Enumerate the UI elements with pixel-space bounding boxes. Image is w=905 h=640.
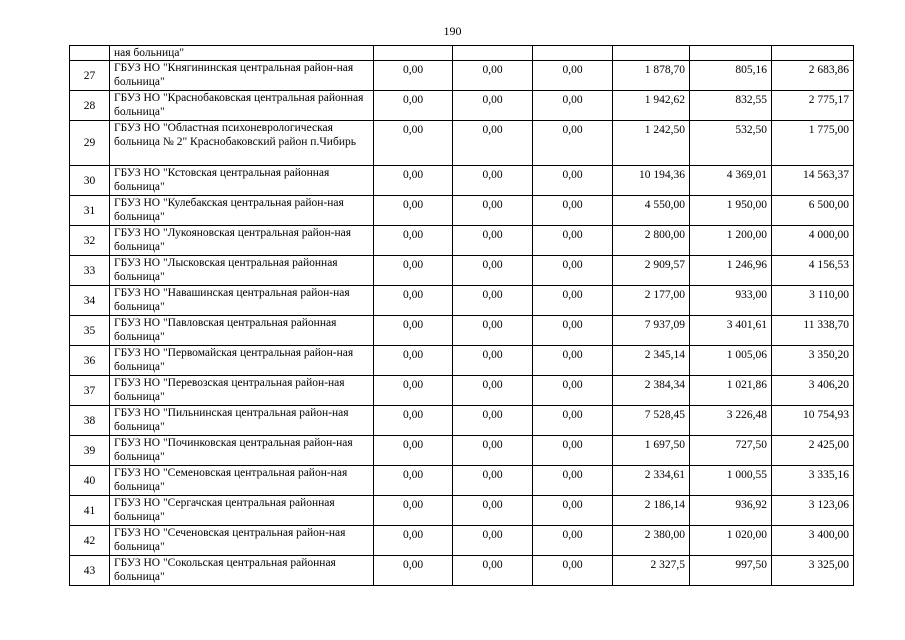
value-cell-2: 0,00 (453, 166, 533, 196)
value-cell-2: 0,00 (453, 466, 533, 496)
value-cell-1: 0,00 (374, 496, 453, 526)
value-cell-5: 936,92 (690, 496, 772, 526)
institution-name: ГБУЗ НО "Починковская центральная район-ная больница" (110, 436, 374, 466)
table-row (70, 61, 854, 91)
row-number: 37 (70, 376, 110, 406)
value-cell-3: 0,00 (533, 121, 613, 166)
value-cell-1: 0,00 (374, 316, 453, 346)
value-cell-2: 0,00 (453, 376, 533, 406)
value-cell-3: 0,00 (533, 286, 613, 316)
row-number: 30 (70, 166, 110, 196)
value-cell-4: 2 186,14 (613, 496, 690, 526)
row-number: 40 (70, 466, 110, 496)
value-cell-2: 0,00 (453, 256, 533, 286)
value-cell-1: 0,00 (374, 526, 453, 556)
institution-name: ГБУЗ НО "Лукояновская центральная район-ная больница" (110, 226, 374, 256)
institution-name: ГБУЗ НО "Сеченовская центральная район-ная больница" (110, 526, 374, 556)
value-cell-5: 532,50 (690, 121, 772, 166)
row-number: 39 (70, 436, 110, 466)
row-number (70, 46, 110, 61)
value-cell-4: 2 345,14 (613, 346, 690, 376)
value-cell-3: 0,00 (533, 556, 613, 586)
institution-name: ГБУЗ НО "Пильнинская центральная район-ная больница" (110, 406, 374, 436)
institution-name: ГБУЗ НО "Перевозская центральная район-ная больница" (110, 376, 374, 406)
value-cell-4: 1 697,50 (613, 436, 690, 466)
value-cell-3: 0,00 (533, 166, 613, 196)
row-number: 35 (70, 316, 110, 346)
value-cell-6: 3 325,00 (772, 556, 854, 586)
value-cell-3: 0,00 (533, 91, 613, 121)
value-cell-4 (613, 46, 690, 61)
value-cell-2: 0,00 (453, 121, 533, 166)
table-row (70, 406, 854, 436)
row-number: 38 (70, 406, 110, 436)
value-cell-1: 0,00 (374, 256, 453, 286)
table-row-continuation (70, 46, 854, 61)
value-cell-3: 0,00 (533, 226, 613, 256)
value-cell-6: 3 335,16 (772, 466, 854, 496)
row-number: 34 (70, 286, 110, 316)
table-row (70, 436, 854, 466)
value-cell-1: 0,00 (374, 406, 453, 436)
value-cell-6: 2 775,17 (772, 91, 854, 121)
value-cell-6: 11 338,70 (772, 316, 854, 346)
value-cell-2: 0,00 (453, 526, 533, 556)
value-cell-6: 4 156,53 (772, 256, 854, 286)
table-row (70, 196, 854, 226)
value-cell-3: 0,00 (533, 196, 613, 226)
value-cell-4: 2 380,00 (613, 526, 690, 556)
row-number: 28 (70, 91, 110, 121)
value-cell-1: 0,00 (374, 556, 453, 586)
value-cell-1: 0,00 (374, 121, 453, 166)
value-cell-6: 2 683,86 (772, 61, 854, 91)
value-cell-6: 3 350,20 (772, 346, 854, 376)
institution-name: ГБУЗ НО "Областная психоневрологическая больница № 2" Краснобаковский район п.Чибирь (110, 121, 374, 166)
value-cell-4: 2 909,57 (613, 256, 690, 286)
institution-name: ГБУЗ НО "Навашинская центральная район-ная больница" (110, 286, 374, 316)
value-cell-5: 1 200,00 (690, 226, 772, 256)
institution-name: ГБУЗ НО "Сергачская центральная районная больница" (110, 496, 374, 526)
institution-name: ГБУЗ НО "Павловская центральная районная больница" (110, 316, 374, 346)
value-cell-5: 4 369,01 (690, 166, 772, 196)
institution-name: ГБУЗ НО "Кулебакская центральная район-ная больница" (110, 196, 374, 226)
value-cell-6: 10 754,93 (772, 406, 854, 436)
value-cell-4: 1 878,70 (613, 61, 690, 91)
value-cell-6: 4 000,00 (772, 226, 854, 256)
institution-name: ГБУЗ НО "Княгининская центральная район-ная больница" (110, 61, 374, 91)
value-cell-1: 0,00 (374, 91, 453, 121)
institution-name: ГБУЗ НО "Лысковская центральная районная больница" (110, 256, 374, 286)
value-cell-1: 0,00 (374, 226, 453, 256)
value-cell-6: 2 425,00 (772, 436, 854, 466)
row-number: 32 (70, 226, 110, 256)
value-cell-1 (374, 46, 453, 61)
institution-name: ная больница" (110, 46, 374, 61)
value-cell-5: 832,55 (690, 91, 772, 121)
value-cell-2: 0,00 (453, 406, 533, 436)
value-cell-5: 805,16 (690, 61, 772, 91)
value-cell-2: 0,00 (453, 436, 533, 466)
value-cell-5: 997,50 (690, 556, 772, 586)
row-number: 29 (70, 121, 110, 166)
value-cell-3: 0,00 (533, 376, 613, 406)
value-cell-4: 7 528,45 (613, 406, 690, 436)
value-cell-6: 3 110,00 (772, 286, 854, 316)
value-cell-1: 0,00 (374, 166, 453, 196)
table-row (70, 286, 854, 316)
table-row (70, 556, 854, 586)
value-cell-5: 3 401,61 (690, 316, 772, 346)
value-cell-3: 0,00 (533, 496, 613, 526)
table-row (70, 226, 854, 256)
value-cell-6: 1 775,00 (772, 121, 854, 166)
value-cell-3: 0,00 (533, 406, 613, 436)
value-cell-5: 727,50 (690, 436, 772, 466)
value-cell-4: 2 334,61 (613, 466, 690, 496)
value-cell-2: 0,00 (453, 91, 533, 121)
table-row (70, 346, 854, 376)
value-cell-6: 3 406,20 (772, 376, 854, 406)
institution-name: ГБУЗ НО "Краснобаковская центральная районная больница" (110, 91, 374, 121)
table-row (70, 256, 854, 286)
table-row (70, 166, 854, 196)
value-cell-6 (772, 46, 854, 61)
value-cell-4: 2 800,00 (613, 226, 690, 256)
table-row (70, 316, 854, 346)
value-cell-4: 10 194,36 (613, 166, 690, 196)
table-row (70, 526, 854, 556)
value-cell-3: 0,00 (533, 526, 613, 556)
value-cell-5: 1 246,96 (690, 256, 772, 286)
value-cell-6: 3 400,00 (772, 526, 854, 556)
row-number: 36 (70, 346, 110, 376)
institution-name: ГБУЗ НО "Сокольская центральная районная больница" (110, 556, 374, 586)
value-cell-5: 3 226,48 (690, 406, 772, 436)
value-cell-2: 0,00 (453, 316, 533, 346)
value-cell-4: 1 942,62 (613, 91, 690, 121)
value-cell-5: 1 950,00 (690, 196, 772, 226)
value-cell-5: 1 000,55 (690, 466, 772, 496)
table-row (70, 496, 854, 526)
value-cell-2: 0,00 (453, 496, 533, 526)
value-cell-4: 7 937,09 (613, 316, 690, 346)
page-number: 190 (443, 24, 462, 38)
table-row (70, 121, 854, 166)
row-number: 31 (70, 196, 110, 226)
row-number: 41 (70, 496, 110, 526)
value-cell-1: 0,00 (374, 376, 453, 406)
value-cell-4: 1 242,50 (613, 121, 690, 166)
institution-name: ГБУЗ НО "Первомайская центральная район-ная больница" (110, 346, 374, 376)
value-cell-4: 2 177,00 (613, 286, 690, 316)
value-cell-4: 2 327,5 (613, 556, 690, 586)
value-cell-3: 0,00 (533, 256, 613, 286)
value-cell-2: 0,00 (453, 196, 533, 226)
row-number: 33 (70, 256, 110, 286)
value-cell-3: 0,00 (533, 346, 613, 376)
table-row (70, 466, 854, 496)
value-cell-3: 0,00 (533, 61, 613, 91)
value-cell-4: 4 550,00 (613, 196, 690, 226)
value-cell-6: 6 500,00 (772, 196, 854, 226)
value-cell-1: 0,00 (374, 436, 453, 466)
table-row (70, 91, 854, 121)
value-cell-1: 0,00 (374, 196, 453, 226)
value-cell-3: 0,00 (533, 466, 613, 496)
value-cell-5: 1 020,00 (690, 526, 772, 556)
value-cell-5 (690, 46, 772, 61)
value-cell-1: 0,00 (374, 346, 453, 376)
value-cell-1: 0,00 (374, 61, 453, 91)
value-cell-2: 0,00 (453, 556, 533, 586)
value-cell-5: 933,00 (690, 286, 772, 316)
value-cell-3: 0,00 (533, 436, 613, 466)
row-number: 42 (70, 526, 110, 556)
value-cell-2: 0,00 (453, 346, 533, 376)
value-cell-5: 1 005,06 (690, 346, 772, 376)
value-cell-1: 0,00 (374, 466, 453, 496)
table-row (70, 376, 854, 406)
value-cell-6: 14 563,37 (772, 166, 854, 196)
value-cell-2: 0,00 (453, 226, 533, 256)
value-cell-5: 1 021,86 (690, 376, 772, 406)
institution-name: ГБУЗ НО "Семеновская центральная район-ная больница" (110, 466, 374, 496)
value-cell-2 (453, 46, 533, 61)
value-cell-2: 0,00 (453, 286, 533, 316)
funding-table (69, 45, 854, 586)
value-cell-6: 3 123,06 (772, 496, 854, 526)
value-cell-2: 0,00 (453, 61, 533, 91)
value-cell-3: 0,00 (533, 316, 613, 346)
value-cell-4: 2 384,34 (613, 376, 690, 406)
row-number: 43 (70, 556, 110, 586)
row-number: 27 (70, 61, 110, 91)
value-cell-3 (533, 46, 613, 61)
institution-name: ГБУЗ НО "Кстовская центральная районная больница" (110, 166, 374, 196)
table-body (70, 46, 854, 586)
value-cell-1: 0,00 (374, 286, 453, 316)
